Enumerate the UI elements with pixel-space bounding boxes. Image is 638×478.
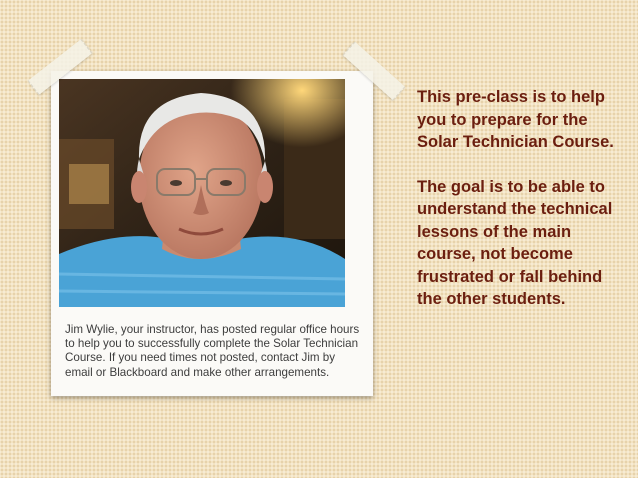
- photo-card: [51, 71, 373, 396]
- goal-paragraph: The goal is to be able to understand the technical lessons of the main course, not become frustrated or fall behind the other students.: [417, 177, 613, 308]
- slide-body-text: [417, 86, 629, 311]
- photo-caption: Jim Wylie, your instructor, has posted regular office hours to help you to successfully complete the Solar Technician Course. If you need times not posted, contact Jim by email or Blackboard and make other arrangements.: [65, 323, 360, 379]
- instructor-portrait-image: [59, 79, 345, 307]
- instructor-photo: [59, 79, 345, 307]
- intro-paragraph: This pre-class is to help you to prepare for the Solar Technician Course.: [417, 88, 614, 151]
